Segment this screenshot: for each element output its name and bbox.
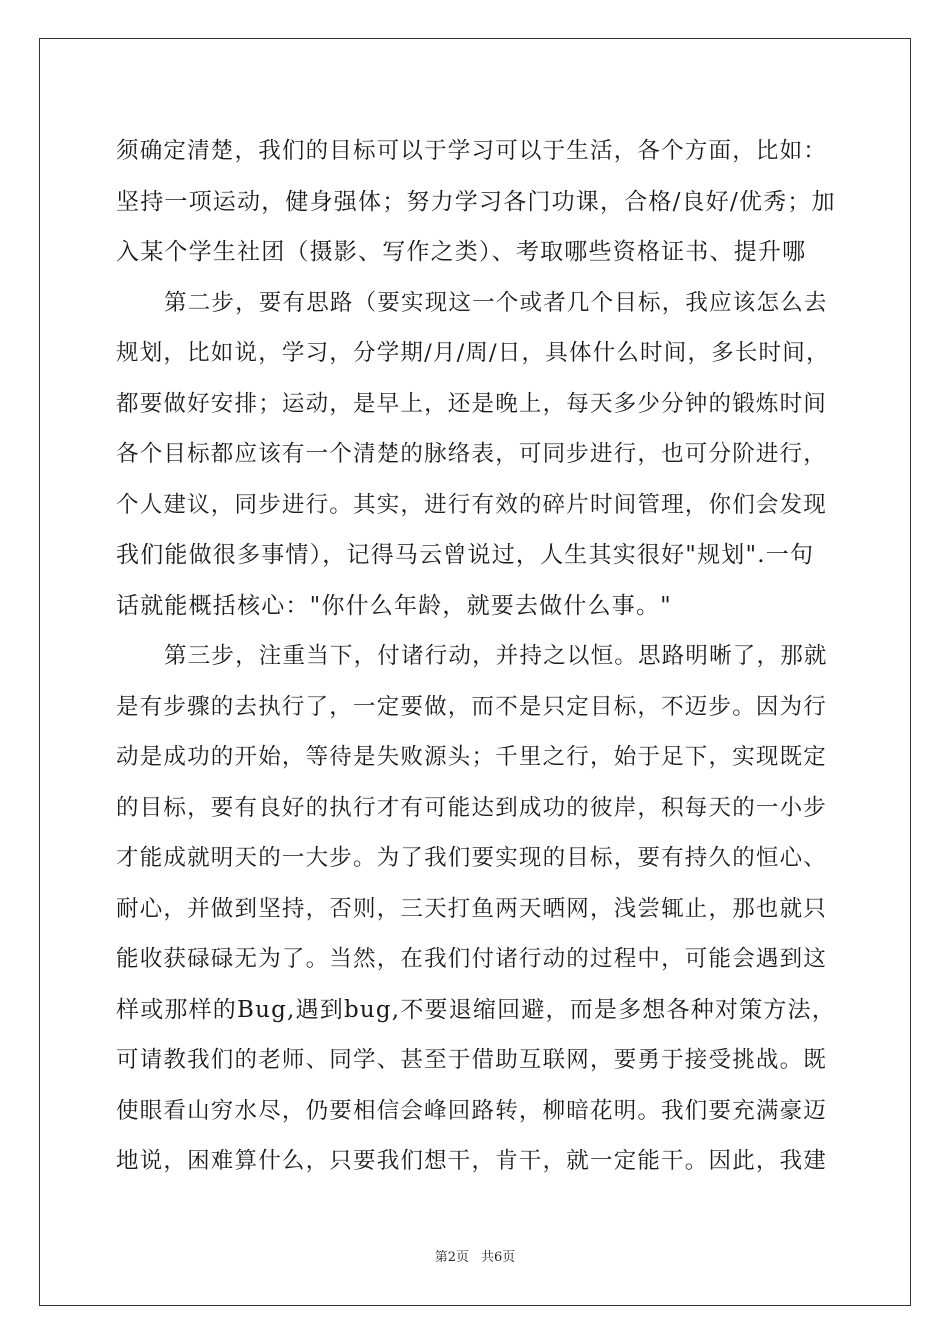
page-number: 第2页 [434,1250,469,1265]
text-line: 我们能做很多事情），记得马云曾说过，人生其实很好"规划".一句 [116,542,815,568]
text-line: 能收获碌碌无为了。当然，在我们付诸行动的过程中，可能会遇到这 [116,946,828,972]
text-line: 个人建议，同步进行。其实，进行有效的碎片时间管理，你们会发现 [116,491,828,518]
text-line: 坚持一项运动，健身强体；努力学习各门功课，合格/良好/优秀；加 [116,188,836,215]
text-line: 地说，困难算什么，只要我们想干，肯干，就一定能干。因此，我建 [116,1148,828,1174]
text-line: 的目标，要有良好的执行才有可能达到成功的彼岸，积每天的一小步 [116,794,828,821]
text-line: 是有步骤的去执行了，一定要做，而不是只定目标，不迈步。因为行 [116,693,828,720]
total-pages: 共6页 [481,1250,516,1265]
text-line: 话就能概括核心："你什么年龄，就要去做什么事。" [116,592,672,619]
paragraph-start-line: 第二步，要有思路（要实现这一个或者几个目标，我应该怎么去 [164,289,828,316]
text-line: 才能成就明天的一大步。为了我们要实现的目标，要有持久的恒心、 [116,845,828,871]
text-line: 样或那样的Bug,遇到bug,不要退缩回避，而是多想各种对策方法， [116,996,836,1023]
page-footer [0,1246,950,1265]
text-line: 可请教我们的老师、同学、甚至于借助互联网，要勇于接受挑战。既 [116,1047,828,1073]
text-line: 耐心，并做到坚持，否则，三天打鱼两天晒网，浅尝辄止，那也就只 [116,895,828,922]
text-line: 须确定清楚，我们的目标可以于学习可以于生活，各个方面，比如： [116,138,828,164]
text-line: 入某个学生社团（摄影、写作之类）、考取哪些资格证书、提升哪 [116,239,807,265]
text-line: 动是成功的开始，等待是失败源头；千里之行，始于足下，实现既定 [116,744,828,770]
text-line: 使眼看山穷水尽，仍要相信会峰回路转，柳暗花明。我们要充满豪迈 [116,1097,828,1124]
text-line: 都要做好安排；运动，是早上，还是晚上，每天多少分钟的锻炼时间 [116,390,828,417]
text-line: 各个目标都应该有一个清楚的脉络表，可同步进行，也可分阶进行， [116,441,828,467]
paragraph-start-line: 第三步，注重当下，付诸行动，并持之以恒。思路明晰了，那就 [164,643,828,669]
document-body [116,126,840,1187]
text-line: 规划，比如说，学习，分学期/月/周/日，具体什么时间，多长时间， [116,340,830,366]
